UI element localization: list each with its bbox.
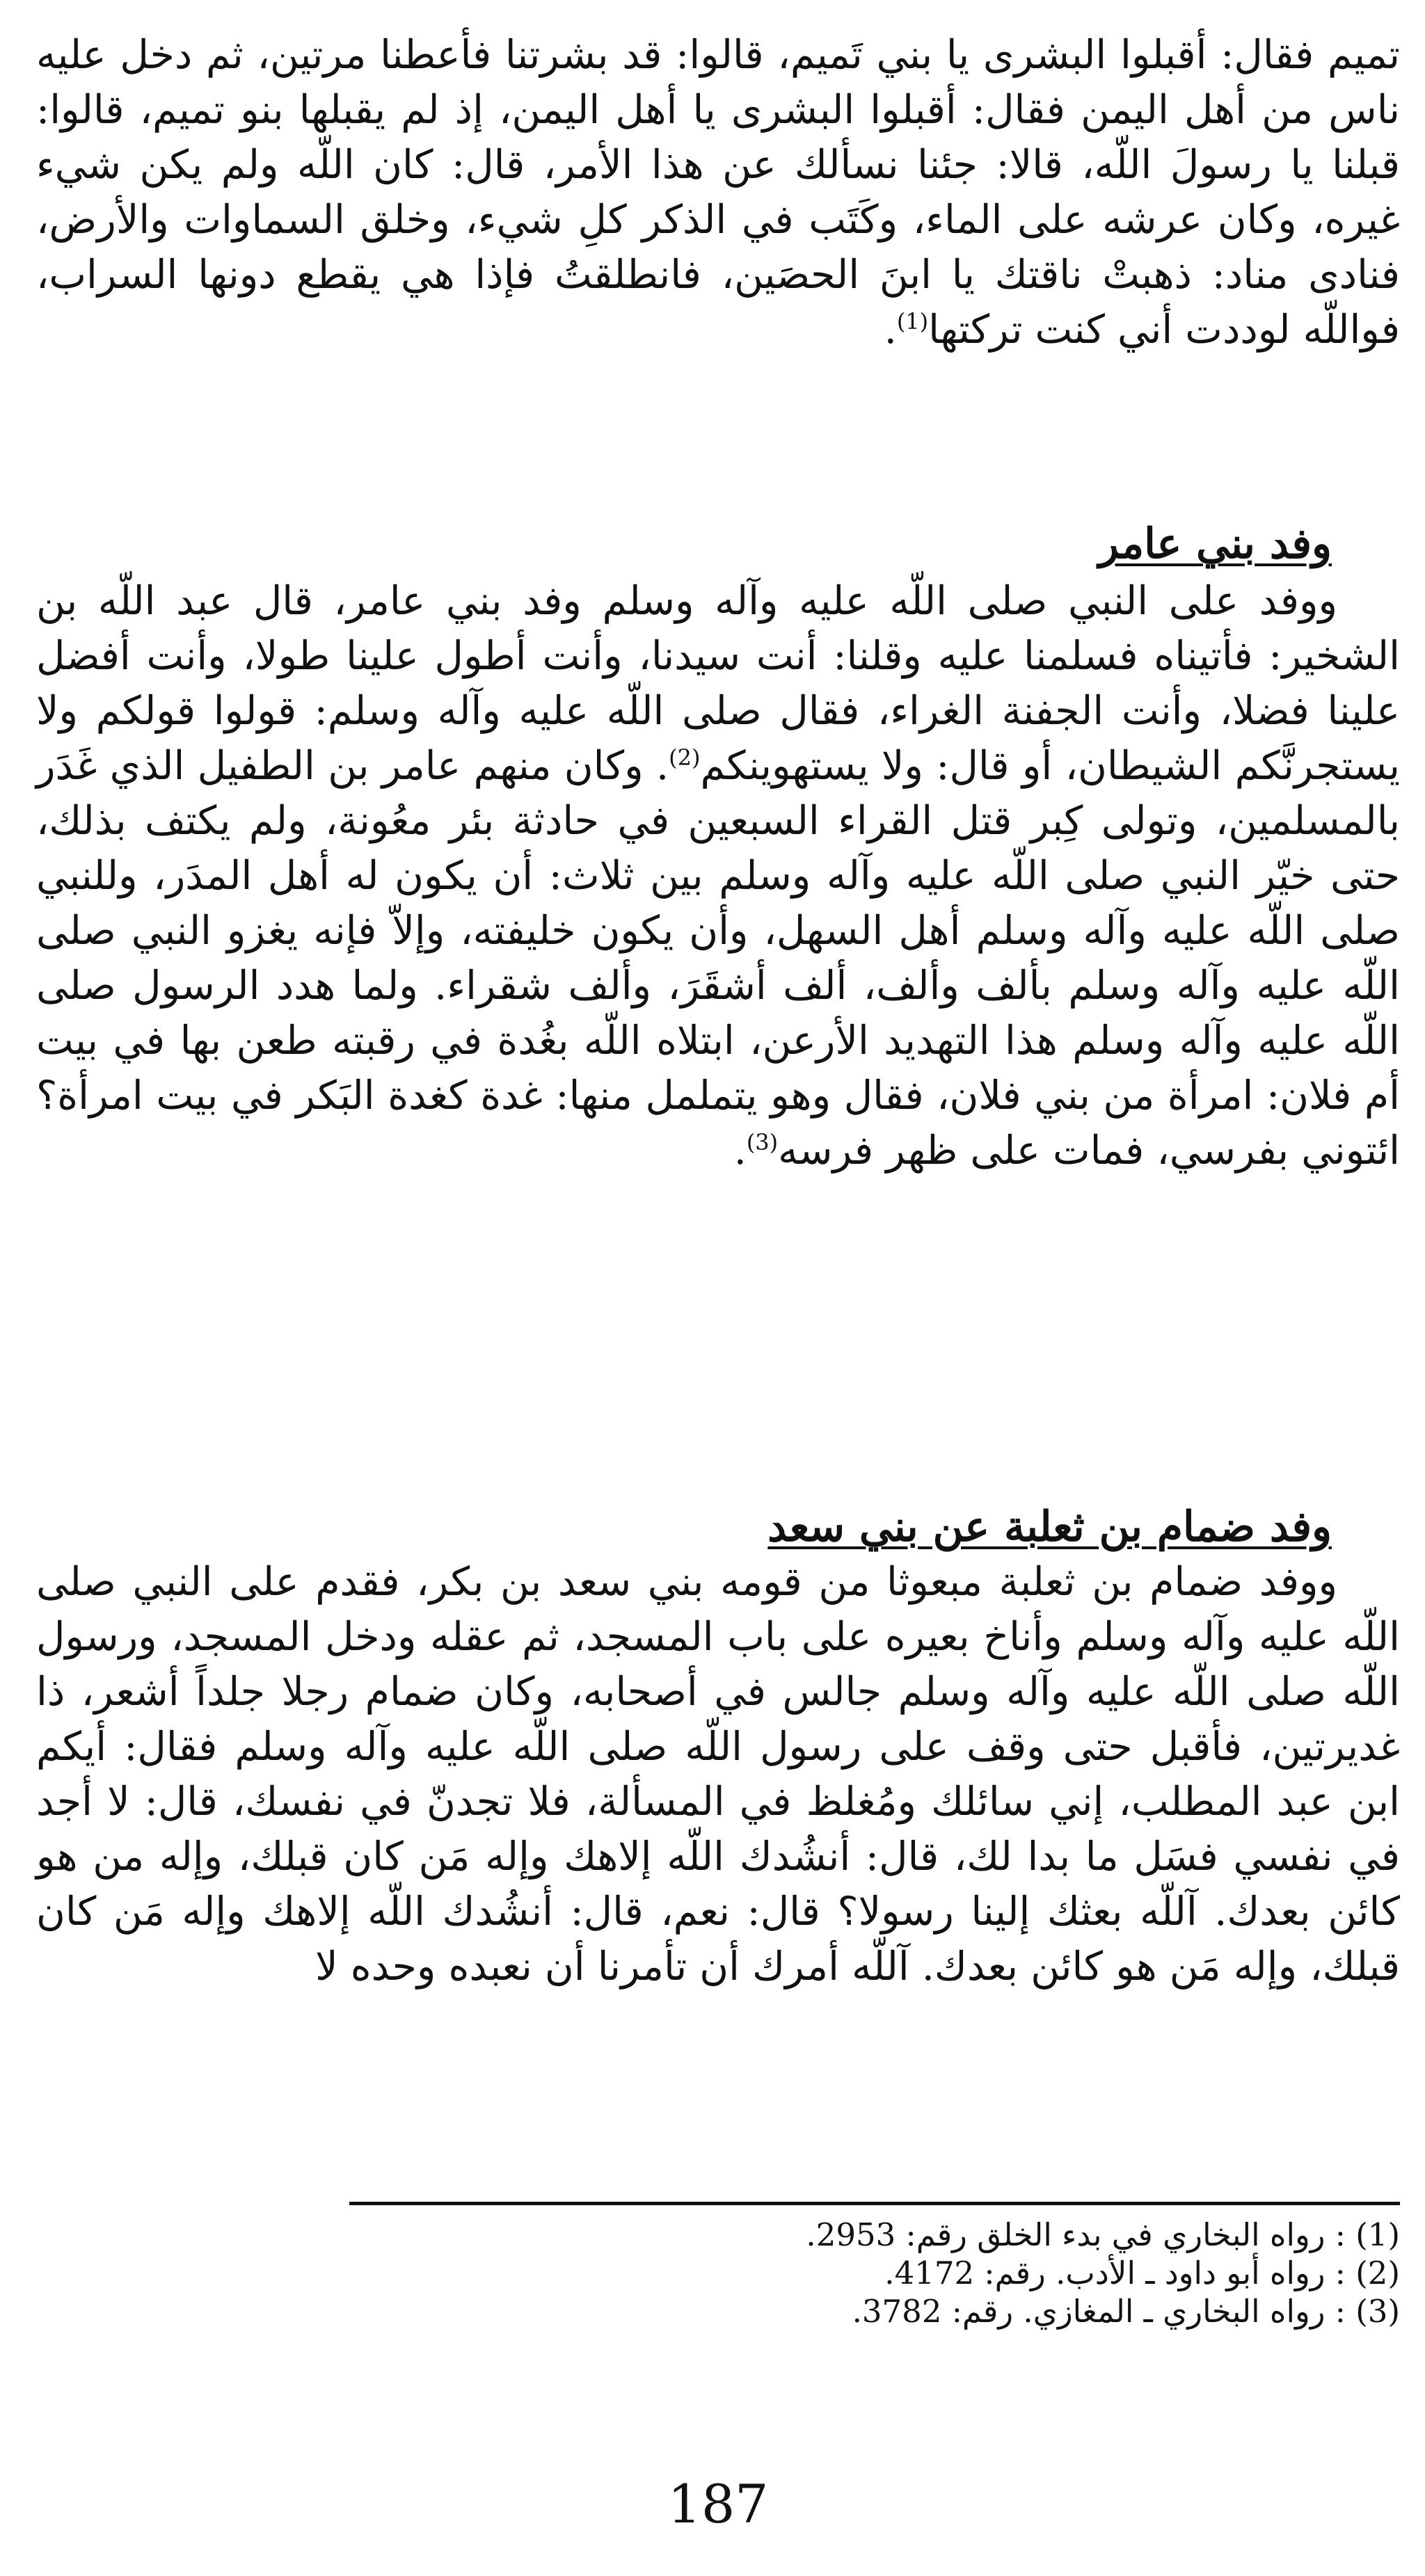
paragraph-end: .: [884, 307, 897, 353]
paragraph-dimam: [36, 1555, 1400, 1994]
page-number: 187: [667, 2473, 769, 2535]
section-heading-dimam: وفد ضمام بن ثعلبة عن بني سعد: [767, 1503, 1332, 1551]
footnotes-list: [349, 2216, 1400, 2330]
footnote-ref-2: (2): [669, 744, 701, 771]
paragraph-text: ووفد على النبي صلى اللّه عليه وآله وسلم وفد بني عامر، قال عبد اللّه بن الشخير: فأتيناه فسلمنا عليه وقلنا: أنت سيدنا، وأنت أطول علينا طولا، وأنت أفضل علينا فضلا، وأنت الجفنة الغراء، فقال صلى اللّه عليه وآله وسلم: قولوا قولكم ولا يستجرنَّكم الشيطان، أو قال: ولا يستهوينكم: [36, 578, 1401, 789]
paragraph-continuation: [36, 28, 1400, 358]
paragraph-bani-amer: [36, 574, 1400, 1178]
footnote-ref-1: (1): [896, 308, 929, 335]
paragraph-end: .: [733, 1128, 747, 1174]
section-heading-bani-amer: وفد بني عامر: [1098, 520, 1332, 568]
paragraph-text: تميم فقال: أقبلوا البشرى يا بني تَميم، قالوا: قد بشرتنا فأعطنا مرتين، ثم دخل عليه ناس من أهل اليمن فقال: أقبلوا البشرى يا أهل اليمن، إذ لم يقبلها بنو تميم، قالوا: قبلنا يا رسولَ اللّه، قالا: جئنا نسألك عن هذا الأمر، قال: كان اللّه ولم يكن شيء غيره، وكان عرشه على الماء، وكَتَب في الذكر كلِ شيء، وخلق السماوات والأرض، فنادى مناد: ذهبتْ ناقتك يا ابنَ الحصَين، فانطلقتُ فإذا هي يقطع دونها السراب، فواللّه لوددت أني كنت تركتها: [36, 32, 1400, 353]
footnote-1: (1) : رواه البخاري في بدء الخلق رقم: 2953.: [806, 2216, 1400, 2253]
paragraph-text: ووفد ضمام بن ثعلبة مبعوثا من قومه بني سعد بن بكر، فقدم على النبي صلى اللّه عليه وآله وسلم وأناخ بعيره على باب المسجد، ثم عقله ودخل المسجد، ورسول اللّه صلى اللّه عليه وآله وسلم جالس في أصحابه، وكان ضمام رجلا جلداً أشعر، ذا غديرتين، فأقبل حتى وقف على رسول اللّه صلى اللّه عليه وآله وسلم فقال: أيكم ابن عبد المطلب، إني سائلك ومُغلظ في المسألة، فلا تجدنّ في نفسك، قال: لا أجد في نفسي فسَل ما بدا لك، قال: أنشُدك اللّه إلاهك وإله مَن كان قبلك، وإله من هو كائن بعدك. آللّه بعثك إلينا رسولا؟ قال: نعم، قال: أنشُدك اللّه إلاهك وإله مَن كان قبلك، وإله مَن هو كائن بعدك. آللّه أمرك أن تأمرنا أن نعبده وحده لا: [36, 1559, 1400, 1990]
footnote-3: (3) : رواه البخاري ـ المغازي. رقم: 3782.: [852, 2293, 1400, 2330]
footnote-ref-3: (3): [746, 1129, 779, 1155]
footnote-2: (2) : رواه أبو داود ـ الأدب. رقم: 4172.: [884, 2255, 1400, 2291]
book-page: [36, 0, 1400, 2576]
footnote-separator: [349, 2202, 1400, 2205]
paragraph-text: . وكان منهم عامر بن الطفيل الذي غَدَر بالمسلمين، وتولى كِبر قتل القراء السبعين في حادثة بئر معُونة، ولم يكتف بذلك، حتى خيّر النبي صلى اللّه عليه وآله وسلم بين ثلاث: أن يكون له أهل المدَر، وللنبي صلى اللّه عليه وآله وسلم أهل السهل، وأن يكون خليفته، وإلاّ فإنه يغزو النبي صلى اللّه عليه وآله وسلم بألف وألف، ألف أشقَرَ، وألف شقراء. ولما هدد الرسول صلى اللّه عليه وآله وسلم هذا التهديد الأرعن، ابتلاه اللّه بغُدة في رقبته طعن بها في بيت أم فلان: امرأة من بني فلان، فقال وهو يتململ منها: غدة كغدة البَكر في بيت امرأة؟ ائتوني بفرسي، فمات على ظهر فرسه: [36, 743, 1400, 1174]
